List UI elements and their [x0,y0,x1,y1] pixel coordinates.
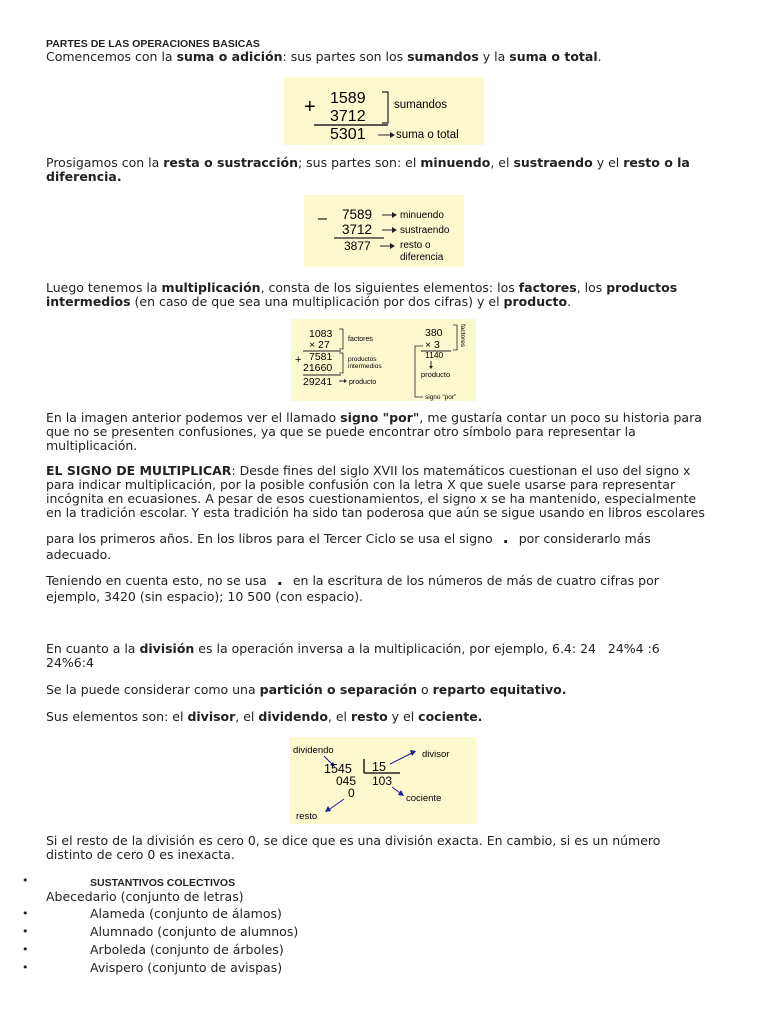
text: Sus elementos son: el [46,709,188,724]
remainder-line: 045 [336,774,357,788]
text-bold: dividendo [258,709,328,724]
text: . [567,294,572,309]
list-item: Abecedario (conjunto de letras) [46,889,244,904]
text: : sus partes son los [282,49,408,64]
dot-symbol: . [502,528,509,547]
plus-sign: + [295,354,302,366]
text: . [597,49,602,64]
text: por considerarlo más [518,531,651,546]
text: : Desde fines del siglo XVII los matemáticos cuestionan el uso del signo x [231,463,691,478]
list-title: SUSTANTIVOS COLECTIVOS [90,877,236,889]
factor-1: 1083 [309,328,333,340]
text-bold: sustraendo [513,155,593,170]
subtrahend-value: 3712 [342,222,373,237]
text: o [417,682,433,697]
paragraph-division [46,642,746,670]
label-minuendo: minuendo [400,210,444,221]
text-bold: productos [606,280,678,295]
text-bold: multiplicación [161,280,261,295]
text: para los primeros años. En los libros para el Tercer Ciclo se usa el signo [46,531,493,546]
label-sustraendo: sustraendo [400,225,450,236]
label-sumandos: sumandos [394,99,448,111]
text-bold: división [139,641,195,656]
text: Si el resto de la división es cero 0, se dice que es una división exacta. En cambio, si es un número [46,833,661,848]
text-bold: suma o total [509,49,598,64]
text: incógnita en ecuasiones. A pesar de esos cuestionamientos, el signo x se ha mantenido, especialmente [46,491,697,506]
label-dividendo: dividendo [293,745,334,756]
sum-total: 5301 [330,126,366,143]
text: 24%6:4 [46,655,94,670]
paragraph-elementos-division [46,710,482,724]
paragraph-resto-cero [46,834,746,862]
text: , el [490,155,514,170]
text: es la operación inversa a la multiplicación, por ejemplo, 6.4: 24 24%4 :6 [194,641,660,656]
figure-suma [284,77,484,145]
partial-product-1: 7581 [309,351,333,363]
text-bold: intermedios [46,294,131,309]
bullet: • [22,907,29,920]
label-signo-por: signo "por" [425,394,457,401]
text: En cuanto a la [46,641,140,656]
bullet: • [22,874,29,887]
paragraph-signo-por [46,411,736,453]
quotient-value: 103 [372,774,393,788]
text: en la escritura de los números de más de cuatro cifras por [292,573,659,588]
label-resto: resto o [400,240,431,251]
text-bold: resto o la [623,155,690,170]
page-title: PARTES DE LAS OPERACIONES BASICAS [46,38,260,50]
text: Luego tenemos la [46,280,162,295]
partial-product-2: 21660 [303,362,333,374]
minuend-value: 7589 [342,207,373,222]
text-bold: sumandos [407,49,479,64]
addend-2: 3712 [330,108,366,125]
text: para indicar multiplicación, por la posible confusión con la letra X que suele usarse para representar [46,477,676,492]
figure-multiplicacion [291,319,476,401]
label-producto-b: producto [421,370,451,379]
list-item: Alameda (conjunto de álamos) [90,906,282,921]
text-bold: producto [503,294,568,309]
text: y el [387,709,419,724]
text-bold: signo "por" [340,410,420,425]
paragraph-signo-multiplicar [46,464,746,520]
text: , los [576,280,607,295]
dot-symbol: . [276,570,283,589]
text: ejemplo, 3420 (sin espacio); 10 500 (con espacio). [46,589,364,604]
difference-value: 3877 [344,239,371,253]
label-factores: factores [348,336,373,343]
paragraph-numeros [46,572,746,605]
factor-b1: 380 [425,327,443,339]
text-bold: minuendo [420,155,491,170]
text-bold: reparto equitativo. [432,682,567,697]
figure-resta [304,195,464,267]
rest-value: 0 [348,786,355,800]
list-item: Avispero (conjunto de avispas) [90,960,283,975]
text: En la imagen anterior podemos ver el llamado [46,410,341,425]
text-bold: suma o adición [176,49,283,64]
text-bold: resta o sustracción [163,155,298,170]
text: distinto de cero 0 es inexacta. [46,847,235,862]
minus-sign: – [318,210,327,227]
text: en la tradición escolar. Y esta tradición ha sido tan poderosa que aún se sigue usando en libros escolares [46,505,705,520]
divisor-value: 15 [372,760,386,774]
text: , me gustaría contar un poco su historia para [419,410,702,425]
plus-sign: + [304,96,316,118]
label-producto: producto [349,379,377,386]
paragraph-tercer-ciclo [46,530,746,563]
text: Teniendo en cuenta esto, no se usa [46,573,267,588]
label-productos: productos [348,356,377,363]
text-bold: resto [351,709,388,724]
text: , consta de los siguientes elementos: los [260,280,519,295]
text: multiplicación. [46,438,138,453]
paragraph-multiplicacion [46,281,736,309]
bullet: • [22,943,29,956]
text-bold: EL SIGNO DE MULTIPLICAR [46,463,232,478]
list-item: Arboleda (conjunto de árboles) [90,942,284,957]
text-bold: divisor [187,709,236,724]
product-b: 1140 [425,350,444,360]
text-bold: partición o separación [259,682,417,697]
text: , el [327,709,352,724]
bullet: • [22,925,29,938]
text-bold: cociente. [418,709,483,724]
text: Se la puede considerar como una [46,682,260,697]
text: Prosigamos con la [46,155,164,170]
label-divisor: divisor [422,749,450,760]
label-resto: resto [296,811,318,822]
label-cociente: cociente [406,793,442,804]
text: (en caso de que sea una multiplicación por dos cifras) y el [130,294,504,309]
paragraph-resta [46,156,736,184]
text-bold: factores [518,280,577,295]
label-factores-vertical: factores [459,324,466,348]
product-value: 29241 [303,376,333,388]
text: y la [478,49,510,64]
text: que no se presenten confusiones, ya que se puede encontrar otro símbolo para representar la [46,424,636,439]
text: adecuado. [46,547,112,562]
paragraph-suma [46,50,602,64]
text: y el [592,155,624,170]
text: ; sus partes son: el [297,155,421,170]
bullet: • [22,961,29,974]
label-diferencia: diferencia [400,252,444,263]
addend-1: 1589 [330,90,366,107]
label-intermedios: intermedios [348,363,382,370]
factor-2: × 27 [309,339,330,351]
text-bold: diferencia. [46,169,122,184]
factor-b2: × 3 [425,339,440,351]
label-suma-total: suma o total [396,129,459,141]
text: Comencemos con la [46,49,177,64]
text: , el [235,709,259,724]
paragraph-particion [46,683,566,697]
list-item: Alumnado (conjunto de alumnos) [90,924,299,939]
dividend-value: 1545 [324,762,352,776]
figure-division [290,737,477,824]
